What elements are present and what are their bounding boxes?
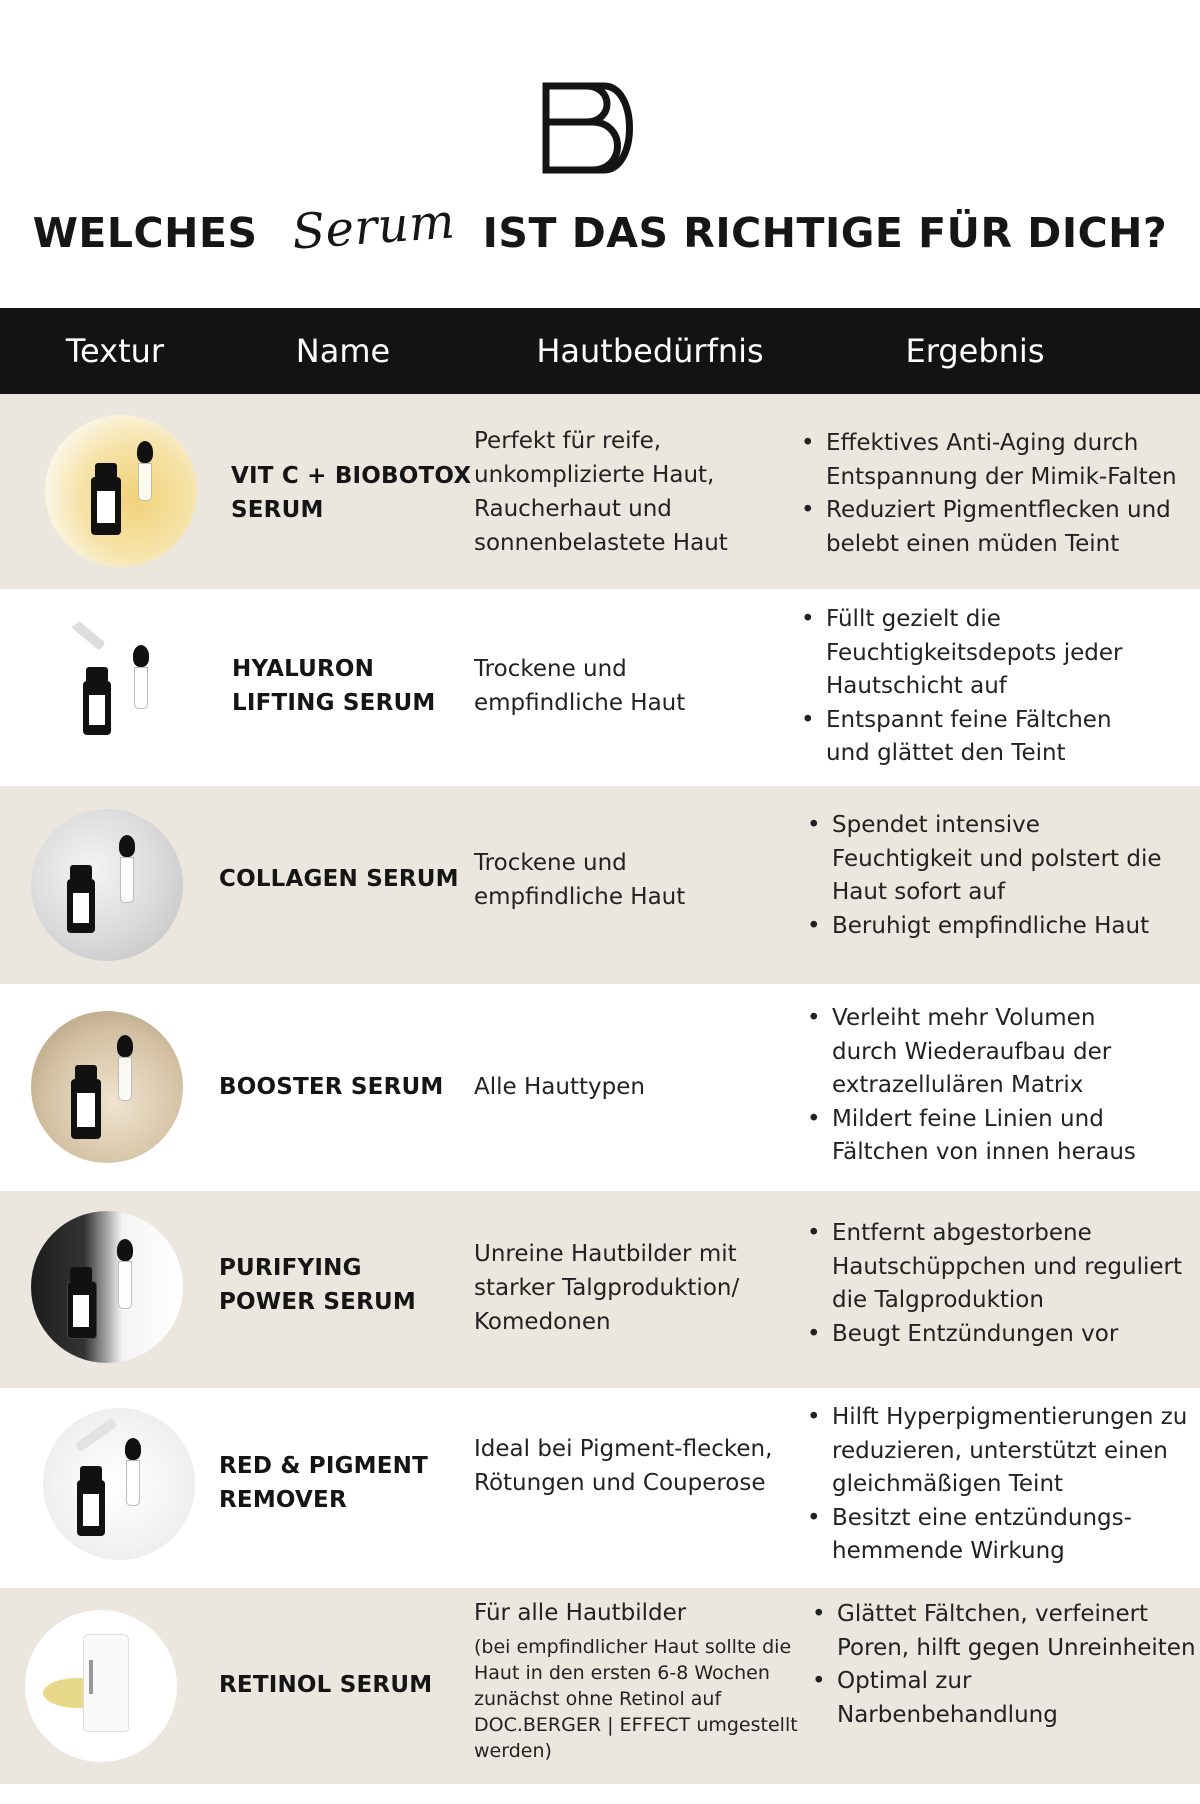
page-title: [0, 193, 1200, 268]
product-name: VIT C + BIOBOTOX SERUM: [231, 463, 472, 523]
product-image-hyaluron: [45, 609, 197, 761]
header-hautbeduerfnis: Hautbedürfnis: [536, 332, 764, 370]
table-row: [0, 786, 1200, 984]
product-name: RETINOL SERUM: [219, 1672, 433, 1698]
result-item: • Verleiht mehr Volumen durch Wiederaufbau der extrazellulären Matrix: [832, 1002, 1152, 1103]
result-list: [806, 809, 1172, 943]
header-textur: Textur: [65, 332, 165, 370]
result-item: • Glättet Fältchen, verfeinert Poren, hilft gegen Unreinheiten: [837, 1598, 1197, 1665]
result-item: • Spendet intensive Feuchtigkeit und polstert die Haut sofort auf: [832, 809, 1172, 910]
table-row: [0, 1588, 1200, 1784]
header-name: Name: [295, 332, 391, 370]
result-item: • Beugt Entzündungen vor: [832, 1318, 1200, 1352]
result-item: • Beruhigt empfindliche Haut: [832, 910, 1172, 944]
result-list: [806, 1217, 1200, 1351]
skin-need: Ideal bei Pigment-flecken, Rötungen und Couperose: [474, 1436, 773, 1496]
product-name: COLLAGEN SERUM: [219, 866, 459, 892]
product-name: RED & PIGMENT REMOVER: [219, 1453, 429, 1513]
table-row: [0, 394, 1200, 589]
result-item: • Effektives Anti-Aging durch Entspannung der Mimik-Falten: [826, 427, 1200, 494]
skin-need-note: (bei empfindlicher Haut sollte die Haut in den ersten 6-8 Wochen zunächst ohne Retinol auf DOC.BERGER | EFFECT umgestellt werden): [474, 1636, 798, 1762]
title-script-serum: Serum: [289, 193, 457, 261]
skin-need: Alle Hauttypen: [474, 1074, 645, 1100]
table-row: [0, 984, 1200, 1191]
skin-need-main: Für alle Hautbilder: [474, 1600, 687, 1626]
skin-need: Trockene und empfindliche Haut: [474, 656, 686, 716]
product-image-retinol: [25, 1610, 177, 1762]
skin-need: Trockene und empfindliche Haut: [474, 850, 686, 910]
result-item: • Entspannt feine Fältchen und glättet den Teint: [826, 704, 1146, 771]
product-name: BOOSTER SERUM: [219, 1074, 444, 1100]
result-list: [806, 1002, 1152, 1170]
product-image-booster: [31, 1011, 183, 1163]
title-part-welches: WELCHES: [32, 209, 258, 257]
product-image-red-pigment: [43, 1408, 195, 1560]
result-list: [800, 603, 1146, 771]
result-item: • Besitzt eine entzündungs-hemmende Wirkung: [832, 1502, 1200, 1569]
db-monogram-logo-icon: [534, 78, 654, 178]
product-name: PURIFYING POWER SERUM: [219, 1255, 416, 1315]
product-image-vitc: [45, 415, 197, 567]
result-item: • Mildert feine Linien und Fältchen von innen heraus: [832, 1103, 1152, 1170]
table-header: [0, 308, 1200, 394]
result-list: [800, 427, 1200, 561]
table-row: [0, 1191, 1200, 1388]
result-item: • Entfernt abgestorbene Hautschüppchen und reguliert die Talgproduktion: [832, 1217, 1200, 1318]
result-item: • Hilft Hyperpigmentierungen zu reduzieren, unterstützt einen gleichmäßigen Teint: [832, 1401, 1200, 1502]
title-part-question: IST DAS RICHTIGE FÜR DICH?: [482, 209, 1168, 257]
result-item: • Reduziert Pigmentflecken und belebt einen müden Teint: [826, 494, 1200, 561]
product-image-purifying: [31, 1211, 183, 1363]
table-row: [0, 589, 1200, 786]
skin-need: Unreine Hautbilder mit starker Talgproduktion/ Komedonen: [474, 1241, 740, 1335]
product-image-collagen: [31, 809, 183, 961]
result-item: • Optimal zur Narbenbehandlung: [837, 1665, 1197, 1732]
header-ergebnis: Ergebnis: [905, 332, 1045, 370]
result-list: [806, 1401, 1200, 1569]
product-name: HYALURON LIFTING SERUM: [232, 656, 436, 716]
result-item: • Füllt gezielt die Feuchtigkeitsdepots jeder Hautschicht auf: [826, 603, 1146, 704]
result-list: [811, 1598, 1197, 1732]
skin-need: [474, 1596, 804, 1764]
table-row: [0, 1388, 1200, 1588]
skin-need: Perfekt für reife, unkomplizierte Haut, Raucherhaut und sonnenbelastete Haut: [474, 428, 728, 556]
